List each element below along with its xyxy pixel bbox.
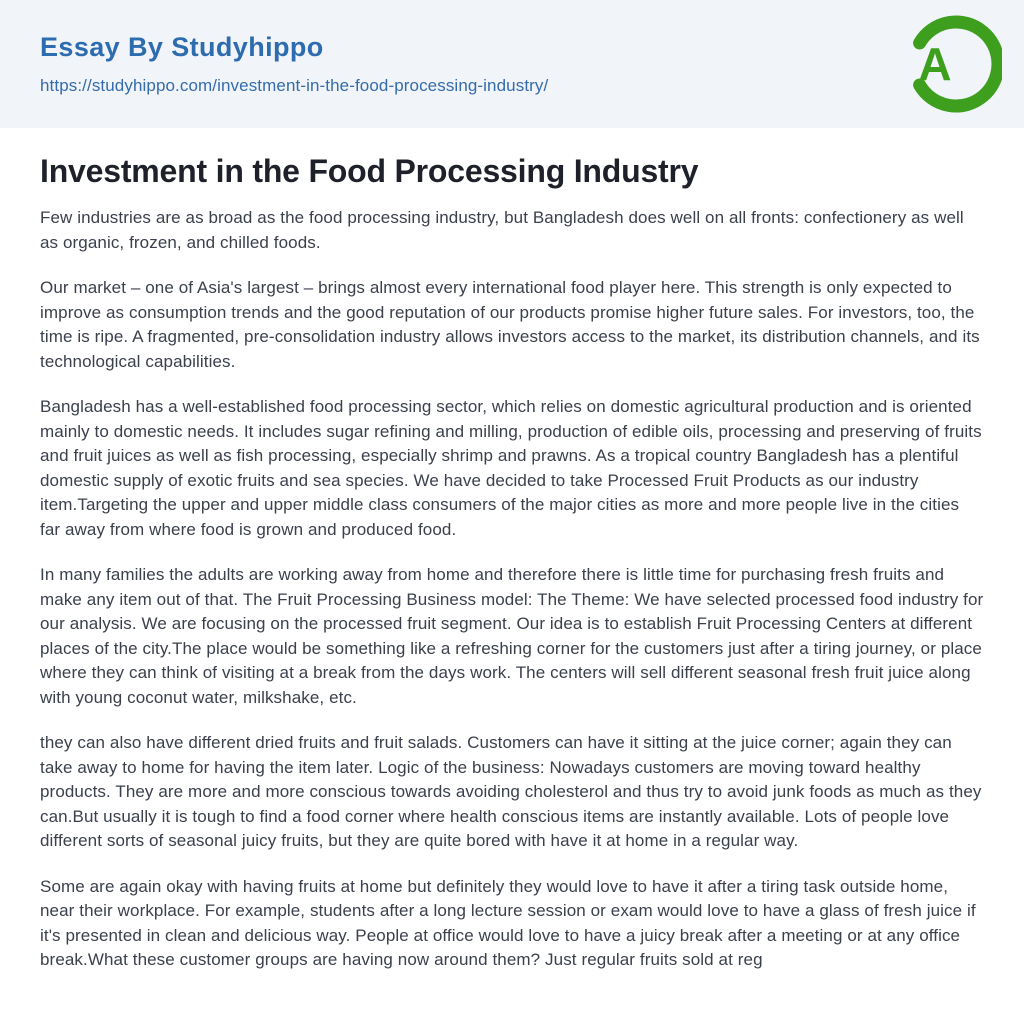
site-title: Essay By Studyhippo	[40, 32, 324, 62]
studyhippo-logo-icon	[902, 14, 1002, 114]
page-header	[0, 0, 1024, 128]
article-paragraph: Some are again okay with having fruits at home but definitely they would love to have it after a tiring task outside home, near their workplace. For example, students after a long lecture session or exam would love to have a glass of fresh juice if it's presented in clean and delicious way. People at office would love to have a juicy break after a meeting or at any office break.What these customer groups are having now around them? Just regular fruits sold at reg	[40, 876, 976, 970]
header-text-block	[40, 32, 902, 96]
source-url-link[interactable]: https://studyhippo.com/investment-in-the-food-processing-industry/	[40, 76, 549, 95]
article-title: Investment in the Food Processing Industry	[40, 153, 699, 189]
article-paragraph: Few industries are as broad as the food processing industry, but Bangladesh does well on all fronts: confectionery as well as organic, frozen, and chilled foods.	[40, 208, 964, 252]
article-paragraph: they can also have different dried fruits and fruit salads. Customers can have it sitting at the juice corner; again they can take away to home for having the item later. Logic of the business: Nowadays customers are moving toward healthy products. They are more and more conscious towards avoiding cholesterol and thus try to avoid junk foods as much as they can.But usually it is tough to find a food corner where health conscious items are instantly available. Lots of people love different sorts of seasonal juicy fruits, but they are quite bored with have it at home in a regular way.	[40, 733, 982, 851]
article-paragraph: In many families the adults are working away from home and therefore there is little time for purchasing fresh fruits and make any item out of that. The Fruit Processing Business model: The Theme: We have selected processed food industry for our analysis. We are focusing on the processed fruit segment. Our idea is to establish Fruit Processing Centers at different places of the city.The place would be something like a refreshing corner for the customers just after a tiring journey, or place where they can think of visiting at a break from the days work. The centers will sell different seasonal fresh fruit juice along with young coconut water, milkshake, etc.	[40, 565, 984, 707]
article-paragraph: Bangladesh has a well-established food processing sector, which relies on domestic agricultural production and is oriented mainly to domestic needs. It includes sugar refining and milling, production of edible oils, processing and preserving of fruits and fruit juices as well as fish processing, especially shrimp and prawns. As a tropical country Bangladesh has a plentiful domestic supply of exotic fruits and sea species. We have decided to take Processed Fruit Products as our industry item.Targeting the upper and upper middle class consumers of the major cities as more and more people live in the cities far away from where food is grown and produced food.	[40, 397, 982, 539]
logo-letter: A	[918, 38, 952, 90]
essay-content	[0, 128, 1024, 973]
article-body	[40, 206, 984, 973]
article-paragraph: Our market – one of Asia's largest – brings almost every international food player here. This strength is only expected to improve as consumption trends and the good reputation of our products promise higher future sales. For investors, too, the time is ripe. A fragmented, pre-consolidation industry allows investors access to the market, its distribution channels, and its technological capabilities.	[40, 278, 980, 371]
